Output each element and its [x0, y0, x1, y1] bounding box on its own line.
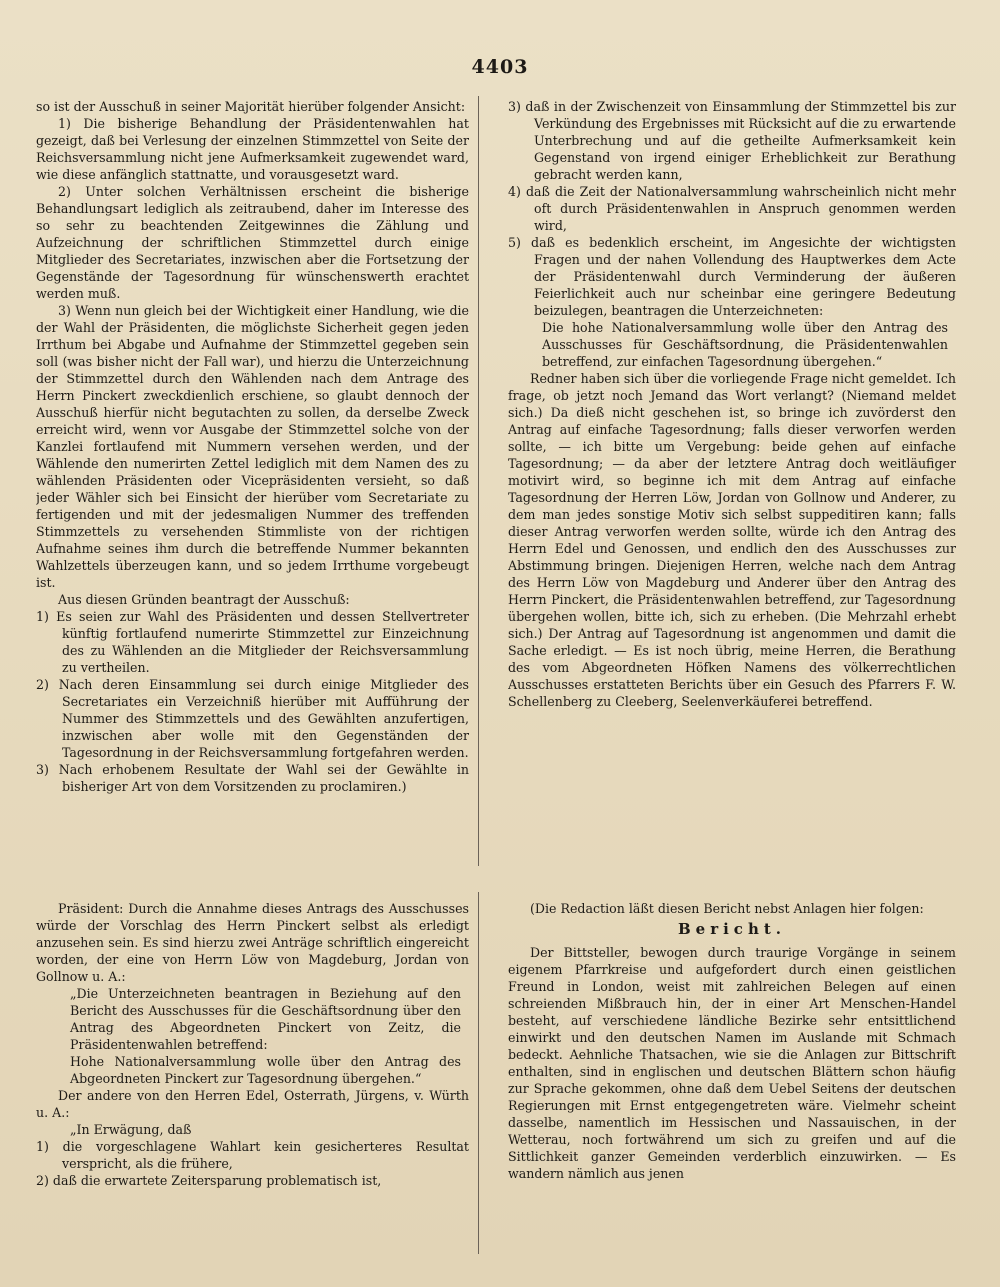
paragraph: Präsident: Durch die Annahme dieses Antrags des Ausschusses würde der Vorschlag des Herrn Pinckert selbst als erledigt anzusehen sein. Es sind hierzu zwei Anträge schriftlich eingereicht worden, der eine von Herrn Löw von Magdeburg, Jordan von Gollnow u. A.:	[36, 901, 469, 984]
paragraph: 2) Nach deren Einsammlung sei durch einige Mitglieder des Secretariates ein Verzeichniß hierüber mit Aufführung der Nummer des Stimmzettels und des Gewählten anzufertigen, inzwischen aber wolle mit den Gegenständen der Tagesordnung in der Reichsversammlung fortgefahren werden.	[36, 677, 469, 760]
right-column-top	[508, 98, 956, 878]
paragraph: Aus diesen Gründen beantragt der Ausschuß:	[58, 592, 350, 607]
paragraph: Hohe Nationalversammlung wolle über den Antrag des Abgeordneten Pinckert zur Tagesordnung übergehen.“	[70, 1054, 461, 1086]
paragraph: 3) daß in der Zwischenzeit von Einsammlung der Stimmzettel bis zur Verkündung des Ergebnisses mit Rücksicht auf die zu erwartende Unterbrechung und auf die getheilte Aufmerksamkeit kein Gegenstand von irgend einiger Erheblichkeit zur Berathung gebracht werden kann,	[508, 99, 956, 182]
column-divider-top	[478, 96, 479, 866]
paragraph: Bericht.	[677, 920, 786, 938]
right-column-bottom	[508, 900, 956, 1260]
paragraph: so ist der Ausschuß in seiner Majorität hierüber folgender Ansicht:	[36, 99, 466, 114]
paragraph: Redner haben sich über die vorliegende Frage nicht gemeldet. Ich frage, ob jetzt noch Jemand das Wort verlangt? (Niemand meldet sich.) Da dieß nicht geschehen ist, so bringe ich zuvörderst den Antrag auf einfache Tagesordnung; falls dieser verworfen werden sollte, — ich bitte um Vergebung: beide gehen auf einfache Tagesordnung; — da aber der letztere Antrag doch weitläufiger motivirt wird, so beginne ich mit dem Antrag auf einfache Tagesordnung der Herren Löw, Jordan von Gollnow und Anderer, zu dem man jedes sonstige Motiv sich selbst suppeditiren kann; falls dieser Antrag verworfen werden sollte, würde ich den Antrag des Herrn Edel und Genossen, und endlich den des Ausschusses zur Abstimmung bringen. Diejenigen Herren, welche nach dem Antrag des Herrn Löw von Magdeburg und Anderer über den Antrag des Herrn Pinckert, die Präsidentenwahlen betreffend, zur Tagesordnung übergehen wollen, bitte ich, sich zu erheben. (Die Mehrzahl erhebt sich.) Der Antrag auf Tagesordnung ist angenommen und damit die Sache erledigt. — Es ist noch übrig, meine Herren, die Berathung des vom Abgeordneten Höfken Namens des völkerrechtlichen Ausschusses erstatteten Berichts über ein Gesuch des Pfarrers F. W. Schellenberg zu Cleeberg, Seelenverkäuferei betreffend.	[508, 371, 956, 709]
paragraph: Der Bittsteller, bewogen durch traurige Vorgänge in seinem eigenem Pfarrkreise und aufgefordert durch einen geistlichen Freund in London, weist mit zahlreichen Belegen auf einen schreienden Mißbrauch hin, der in einer Art Menschen-Handel besteht, auf verschiedene ländliche Bezirke sehr entsittlichend einwirkt und den deutschen Namen im Auslande mit Schmach bedeckt. Aehnliche Thatsachen, wie sie die Anlagen zur Bittschrift enthalten, sind in englischen und deutschen Blättern schon häufig zur Sprache gekommen, ohne daß dem Uebel Seitens der deutschen Regierungen mit Ernst entgegengetreten wäre. Vielmehr scheint dasselbe, namentlich im Hessischen und Nassauischen, in der Wetterau, noch fortwährend um sich zu greifen und auf die Sittlichkeit ganzer Gemeinden verderblich einzuwirken. — Es wandern nämlich aus jenen	[508, 945, 956, 1181]
paragraph: 3) Nach erhobenem Resultate der Wahl sei der Gewählte in bisheriger Art von dem Vorsitzenden zu proclamiren.)	[36, 762, 469, 794]
paragraph: Der andere von den Herren Edel, Osterrath, Jürgens, v. Würth u. A.:	[36, 1088, 469, 1120]
paragraph: 4) daß die Zeit der Nationalversammlung wahrscheinlich nicht mehr oft durch Präsidentenwahlen in Anspruch genommen werden wird,	[508, 184, 956, 233]
page-number: 4403	[471, 56, 529, 78]
paragraph: 2) daß die erwartete Zeitersparung problematisch ist,	[36, 1173, 382, 1188]
left-column-top	[36, 98, 469, 878]
paragraph: 1) Die bisherige Behandlung der Präsidentenwahlen hat gezeigt, daß bei Verlesung der einzelnen Stimmzettel von Seite der Reichsversammlung nicht jene Aufmerksamkeit zugewendet ward, wie diese anfänglich stattnatte, und vorausgesetzt ward.	[36, 116, 469, 182]
paragraph: 1) die vorgeschlagene Wahlart kein gesicherteres Resultat verspricht, als die frühere,	[36, 1139, 469, 1171]
paragraph: 5) daß es bedenklich erscheint, im Angesichte der wichtigsten Fragen und der nahen Vollendung des Hauptwerkes dem Acte der Präsidentenwahl durch Verminderung der äußeren Feierlichkeit auch nur scheinbar eine geringere Bedeutung beizulegen, beantragen die Unterzeichneten:	[508, 235, 956, 318]
column-divider-bottom	[478, 892, 479, 1254]
paragraph: 1) Es seien zur Wahl des Präsidenten und dessen Stellvertreter künftig fortlaufend numerirte Stimmzettel zur Einzeichnung des zu Wählenden an die Mitglieder der Reichsversammlung zu vertheilen.	[36, 609, 469, 675]
paragraph: „In Erwägung, daß	[70, 1122, 192, 1137]
left-column-bottom	[36, 900, 469, 1260]
paragraph: (Die Redaction läßt diesen Bericht nebst Anlagen hier folgen:	[530, 901, 924, 916]
paragraph: „Die Unterzeichneten beantragen in Beziehung auf den Bericht des Ausschusses für die Geschäftsordnung über den Antrag des Abgeordneten Pinckert von Zeitz, die Präsidentenwahlen betreffend:	[70, 986, 461, 1052]
paragraph: 3) Wenn nun gleich bei der Wichtigkeit einer Handlung, wie die der Wahl der Präsidenten, die möglichste Sicherheit gegen jeden Irrthum bei Abgabe und Aufnahme der Stimmzettel gegeben sein soll (was bisher nicht der Fall war), und hierzu die Unterzeichnung der Stimmzettel durch den Wählenden nach dem Antrage des Herrn Pinckert zweckdienlich erschiene, so glaubt dennoch der Ausschuß hierfür nicht begutachten zu sollen, da derselbe Zweck erreicht wird, wenn vor Ausgabe der Stimmzettel solche von der Kanzlei fortlaufend mit Nummern versehen werden, und der Wählende den numerirten Zettel lediglich mit dem Namen des zu wählenden Präsidenten oder Vicepräsidenten versieht, so daß jeder Wähler sich bei Einsicht der hierüber vom Secretariate zu fertigenden und mit der jedesmaligen Nummer des treffenden Stimmzettels zu versehenden Stimmliste von der richtigen Aufnahme seines ihm durch die betreffende Nummer bekannten Wahlzettels überzeugen kann, und so jedem Irrthume vorgebeugt ist.	[36, 303, 469, 590]
paragraph: 2) Unter solchen Verhältnissen erscheint die bisherige Behandlungsart lediglich als zeitraubend, daher im Interesse des so sehr zu beachtenden Zeitgewinnes die Zählung und Aufzeichnung der schriftlichen Stimmzettel durch einige Mitglieder des Secretariates, inzwischen aber die Fortsetzung der Gegenstände der Tagesordnung für wünschenswerth erachtet werden muß.	[36, 184, 469, 301]
paragraph: Die hohe Nationalversammlung wolle über den Antrag des Ausschusses für Geschäftsordnung, die Präsidentenwahlen betreffend, zur einfachen Tagesordnung übergehen.“	[542, 320, 948, 369]
